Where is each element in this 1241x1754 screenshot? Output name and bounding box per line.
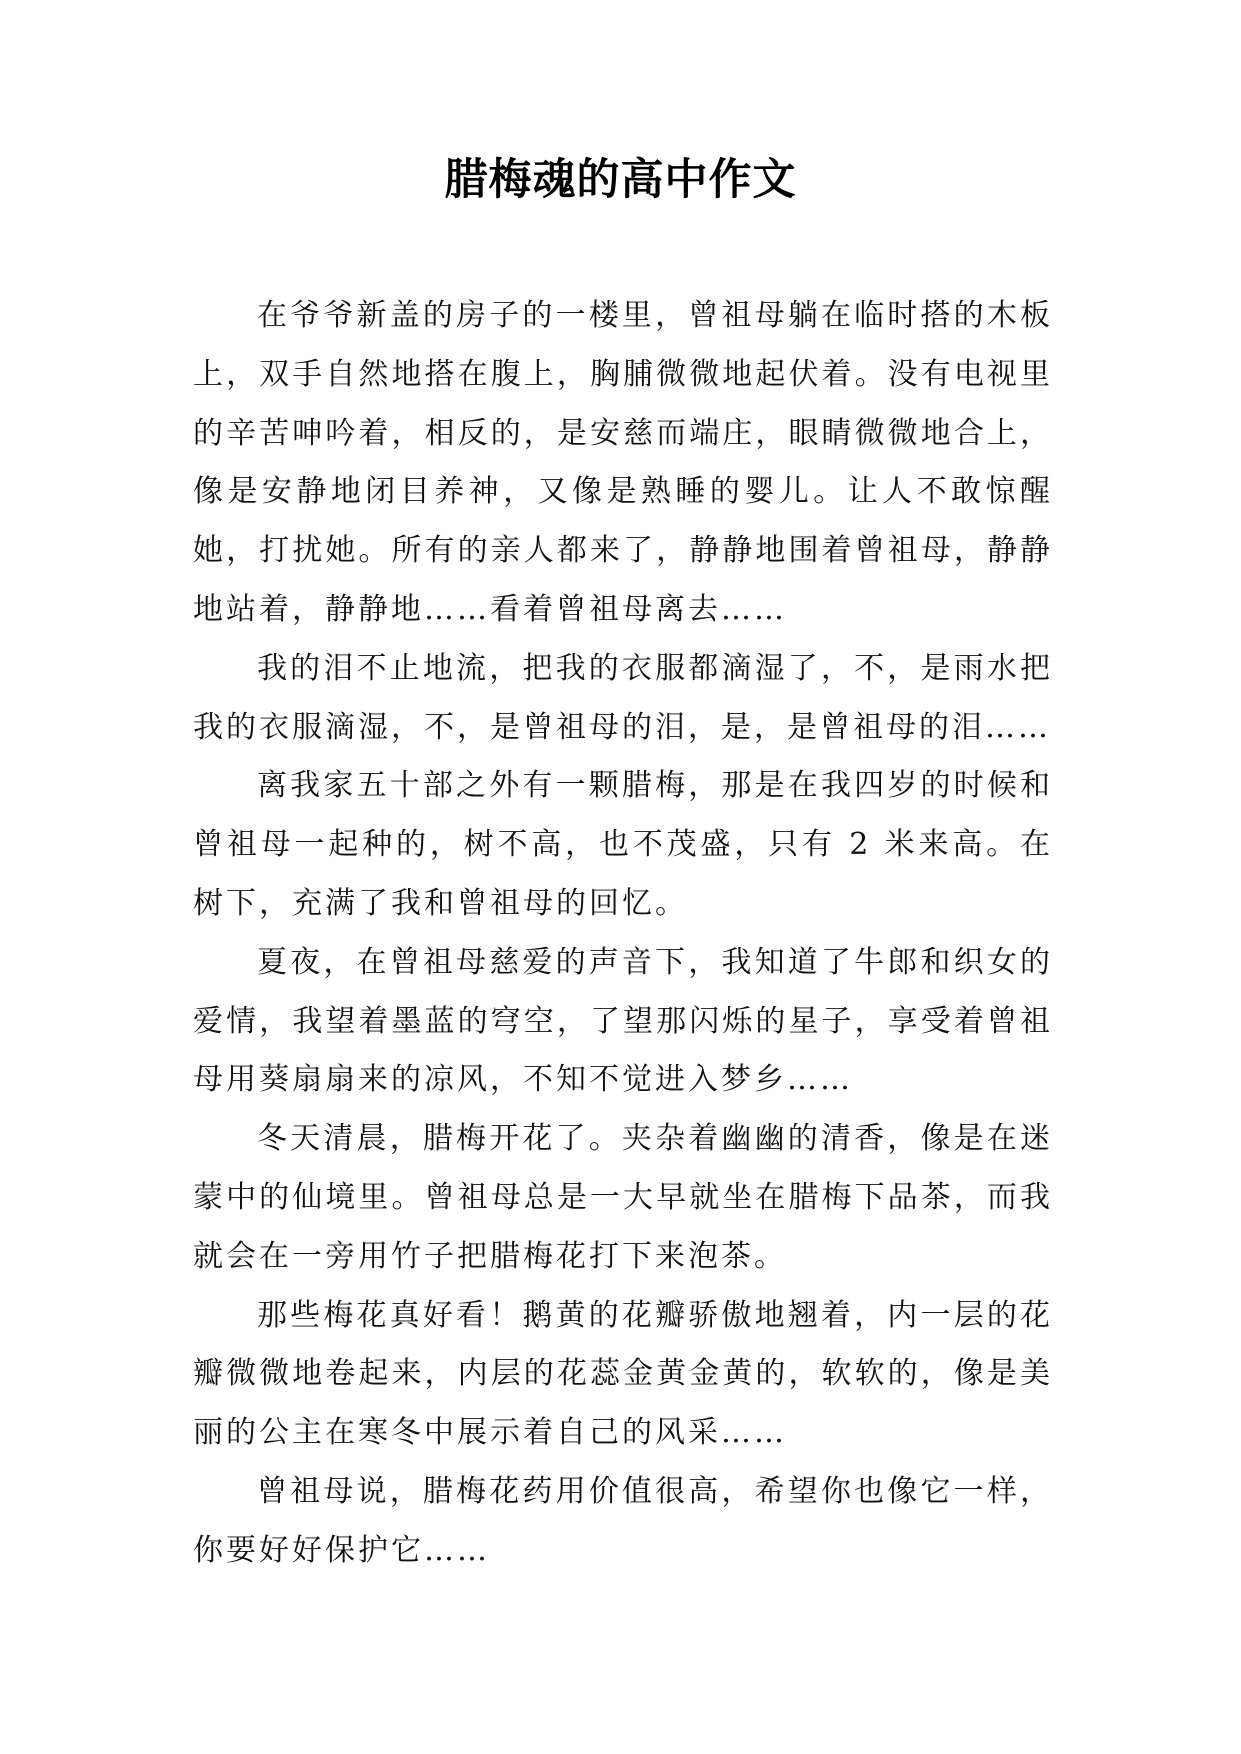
paragraph-5: 冬天清晨，腊梅开花了。夹杂着幽幽的清香，像是在迷蒙中的仙境里。曾祖母总是一大早就坐在腊梅下品茶，而我就会在一旁用竹子把腊梅花打下来泡茶。 <box>193 1121 1053 1274</box>
paragraph-7: 曾祖母说，腊梅花药用价值很高，希望你也像它一样，你要好好保护它…… <box>193 1473 1053 1568</box>
paragraph-2: 我的泪不止地流，把我的衣服都滴湿了，不，是雨水把我的衣服滴湿，不，是曾祖母的泪，是，是曾祖母的泪…… <box>193 650 1053 745</box>
paragraph-6: 那些梅花真好看！鹅黄的花瓣骄傲地翘着，内一层的花瓣微微地卷起来，内层的花蕊金黄金黄的，软软的，像是美丽的公主在寒冬中展示着自己的风采…… <box>193 1297 1053 1451</box>
paragraph-1: 在爷爷新盖的房子的一楼里，曾祖母躺在临时搭的木板上，双手自然地搭在腹上，胸脯微微地起伏着。没有电视里的辛苦呻吟着，相反的，是安慈而端庄，眼睛微微地合上，像是安静地闭目养神，又像是熟睡的婴儿。让人不敢惊醒她，打扰她。所有的亲人都来了，静静地围着曾祖母，静静地站着，静静地……看着曾祖母离去…… <box>193 298 1053 627</box>
document-title: 腊梅魂的高中作文 <box>444 155 797 205</box>
paragraph-4: 夏夜，在曾祖母慈爱的声音下，我知道了牛郎和织女的爱情，我望着墨蓝的穹空，了望那闪烁的星子，享受着曾祖母用葵扇扇来的凉风，不知不觉进入梦乡…… <box>193 944 1053 1098</box>
document-body <box>193 287 1053 1581</box>
paragraph-3: 离我家五十部之外有一颗腊梅，那是在我四岁的时候和曾祖母一起种的，树不高，也不茂盛，只有 2 米来高。在树下，充满了我和曾祖母的回忆。 <box>193 768 1053 921</box>
